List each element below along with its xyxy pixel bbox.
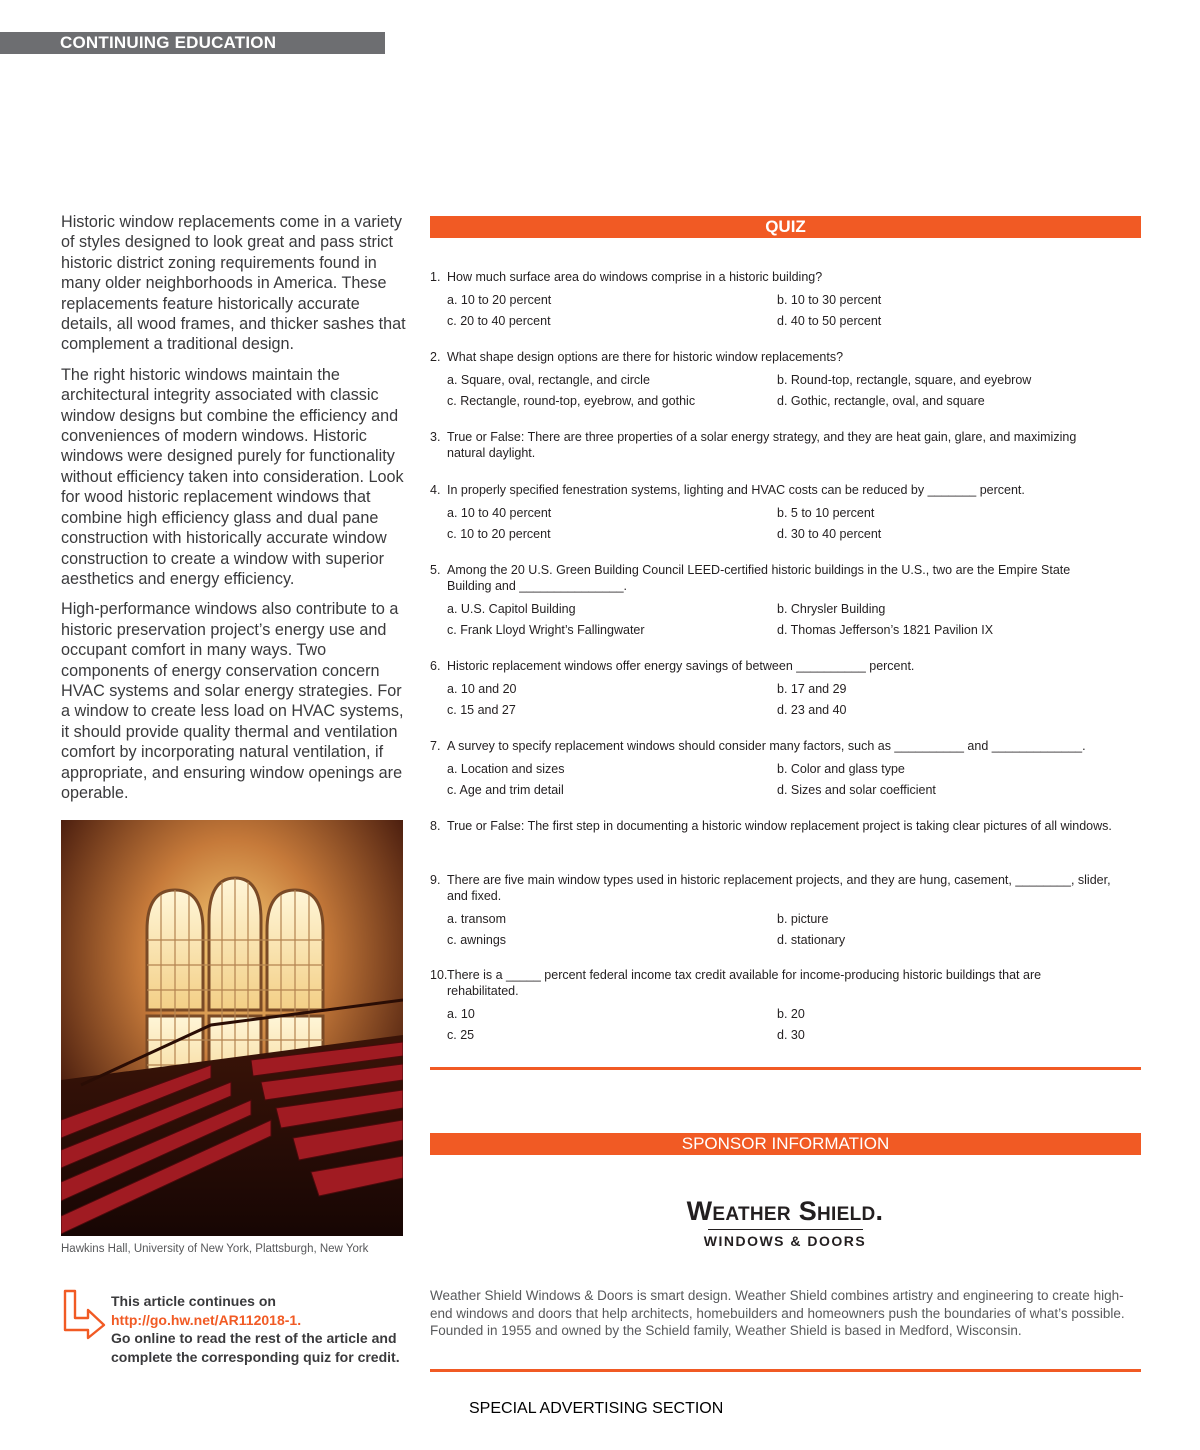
quiz-divider	[430, 1067, 1141, 1070]
section-label: CONTINUING EDUCATION	[60, 33, 277, 52]
footer-label: SPECIAL ADVERTISING SECTION	[469, 1400, 724, 1417]
question-text: True or False: There are three properties of a solar energy strategy, and they are heat gain, glare, and maximizing natural daylight.	[447, 430, 1077, 460]
quiz-question-8	[430, 818, 1150, 834]
question-number: 8.	[430, 819, 441, 833]
question-number: 5.	[430, 563, 441, 577]
answer-option: b. 17 and 29	[777, 682, 847, 696]
answer-option: a. 10 to 40 percent	[447, 506, 552, 520]
answer-option: c. 15 and 27	[447, 703, 516, 717]
article-body	[61, 212, 411, 813]
answer-option: d. 40 to 50 percent	[777, 314, 882, 328]
answer-option: c. 10 to 20 percent	[447, 527, 551, 541]
link-period: .	[297, 1311, 302, 1328]
quiz-heading: QUIZ	[430, 216, 1141, 238]
turn-arrow-icon	[62, 1288, 108, 1340]
question-text: There are five main window types used in historic replacement projects, and they are hung, casement, ________, slider, and fixed.	[447, 873, 1111, 903]
quiz-question-1	[430, 269, 1150, 332]
continues-instructions: Go online to read the rest of the article and complete the corresponding quiz for credit.	[111, 1330, 400, 1365]
answer-option: a. 10 and 20	[447, 682, 517, 696]
answer-option: a. Square, oval, rectangle, and circle	[447, 373, 650, 387]
question-text: Among the 20 U.S. Green Building Council LEED-certified historic buildings in the U.S., two are the Empire State Building and _______________.	[447, 563, 1071, 593]
article-paragraph: Historic window replacements come in a variety of styles designed to look great and pass strict historic district zoning requirements found in many older neighborhoods in America. These replacements feature historically accurate details, all wood frames, and thicker sashes that complement a traditional design.	[61, 213, 406, 354]
question-text: How much surface area do windows comprise in a historic building?	[447, 270, 823, 284]
answer-option: c. Age and trim detail	[447, 783, 564, 797]
question-number: 4.	[430, 483, 441, 497]
logo-tagline: WINDOWS & DOORS	[703, 1233, 867, 1249]
article-paragraph: The right historic windows maintain the architectural integrity associated with classic window designs but combine the efficiency and conveniences of modern windows. Historic windows were designed purely for functionality without efficiency taken into consideration. Look for wood historic replacement windows that combine high efficiency glass and dual pane construction with historically accurate window construction to create a window with superior aesthetics and energy efficiency.	[61, 365, 404, 588]
answer-option: d. stationary	[777, 933, 846, 947]
section-header-bar	[0, 32, 385, 54]
question-number: 2.	[430, 350, 441, 364]
answer-option: c. awnings	[447, 933, 507, 947]
answer-option: a. transom	[447, 912, 507, 926]
answer-option: a. 10 to 20 percent	[447, 293, 552, 307]
article-paragraph: High-performance windows also contribute to a historic preservation project’s energy use and occupant comfort in many ways. Two components of energy conservation concern HVAC systems and solar energy strategies. For a window to create less load on HVAC systems, it should provide quality thermal and ventilation comfort by incorporating natural ventilation, if appropriate, and ensuring window openings are operable.	[61, 600, 404, 802]
sponsor-heading: SPONSOR INFORMATION	[430, 1133, 1141, 1155]
question-text: What shape design options are there for historic window replacements?	[447, 350, 844, 364]
question-number: 7.	[430, 739, 441, 753]
quiz-question-4	[430, 482, 1150, 545]
question-text: True or False: The first step in documenting a historic window replacement project is taking clear pictures of all windows.	[447, 819, 1112, 833]
quiz-question-5	[430, 562, 1150, 641]
sponsor-description: Weather Shield Windows & Doors is smart design. Weather Shield combines artistry and engineering to create high-end windows and doors that help architects, homebuilders and homeowners push the boundaries of what’s possible. Founded in 1955 and owned by the Schield family, Weather Shield is based in Medford, Wisconsin.	[430, 1288, 1125, 1339]
quiz-question-3	[430, 429, 1150, 461]
article-link[interactable]: http://go.hw.net/AR112018-1	[111, 1311, 298, 1328]
answer-option: b. 10 to 30 percent	[777, 293, 882, 307]
answer-option: b. 5 to 10 percent	[777, 506, 875, 520]
answer-option: c. Rectangle, round-top, eyebrow, and gothic	[447, 394, 696, 408]
answer-option: b. Color and glass type	[777, 762, 905, 776]
answer-option: d. 30	[777, 1028, 805, 1042]
answer-option: c. 20 to 40 percent	[447, 314, 551, 328]
question-text: A survey to specify replacement windows should consider many factors, such as __________ and _____________.	[447, 739, 1086, 753]
question-text: Historic replacement windows offer energy savings of between __________ percent.	[447, 659, 915, 673]
question-number: 9.	[430, 873, 441, 887]
answer-option: a. Location and sizes	[447, 762, 565, 776]
quiz-question-2	[430, 349, 1150, 412]
question-number: 3.	[430, 430, 441, 444]
answer-option: d. Gothic, rectangle, oval, and square	[777, 394, 985, 408]
question-text: In properly specified fenestration systems, lighting and HVAC costs can be reduced by _______ percent.	[447, 483, 1025, 497]
question-number: 10.	[430, 968, 448, 982]
answer-option: d. 23 and 40	[777, 703, 847, 717]
answer-option: a. 10	[447, 1007, 475, 1021]
sponsor-divider	[430, 1369, 1141, 1372]
logo-wordmark: Weather Shield.	[686, 1196, 884, 1226]
quiz-question-7	[430, 738, 1150, 801]
answer-option: b. picture	[777, 912, 829, 926]
photo-caption: Hawkins Hall, University of New York, Plattsburgh, New York	[61, 1243, 369, 1255]
answer-option: c. Frank Lloyd Wright’s Fallingwater	[447, 623, 645, 637]
quiz-question-6	[430, 658, 1150, 721]
answer-option: d. Sizes and solar coefficient	[777, 783, 936, 797]
answer-option: d. 30 to 40 percent	[777, 527, 882, 541]
question-text: There is a _____ percent federal income tax credit available for income-producing historic buildings that are rehabilitated.	[447, 968, 1042, 998]
question-number: 1.	[430, 270, 441, 284]
auditorium-photo	[61, 820, 403, 1236]
quiz-question-9	[430, 872, 1150, 951]
quiz-question-10	[430, 967, 1150, 1046]
continues-line: This article continues on	[111, 1293, 276, 1309]
logo-rule	[708, 1229, 863, 1230]
answer-option: b. 20	[777, 1007, 805, 1021]
continues-online-note	[111, 1292, 411, 1366]
answer-option: a. U.S. Capitol Building	[447, 602, 576, 616]
answer-option: d. Thomas Jefferson’s 1821 Pavilion IX	[777, 623, 994, 637]
answer-option: c. 25	[447, 1028, 475, 1042]
weather-shield-logo	[600, 1196, 970, 1249]
question-number: 6.	[430, 659, 441, 673]
answer-option: b. Round-top, rectangle, square, and eyebrow	[777, 373, 1032, 387]
answer-option: b. Chrysler Building	[777, 602, 886, 616]
